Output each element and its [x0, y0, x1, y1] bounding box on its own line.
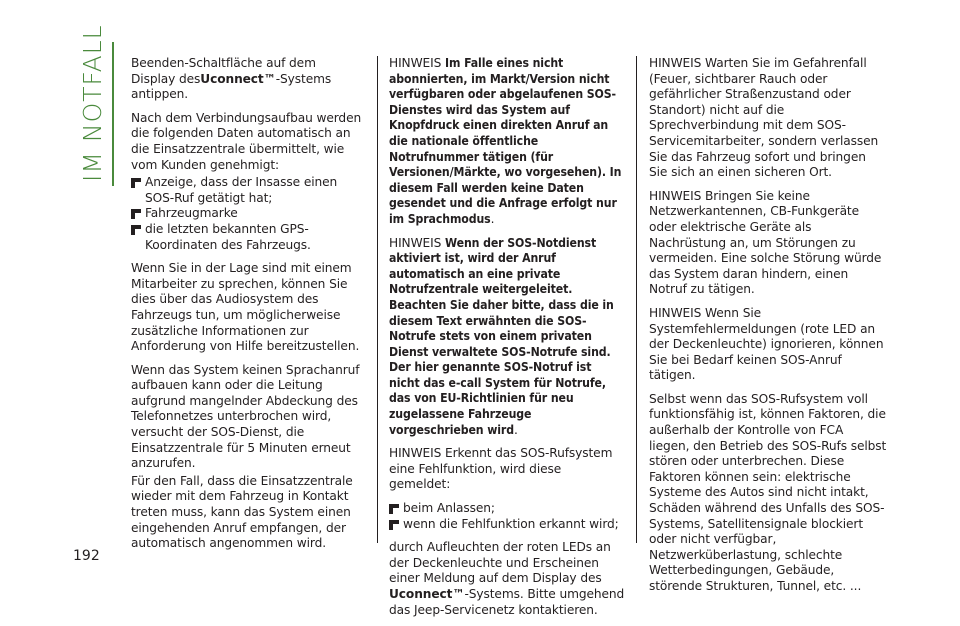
bullet-marker-icon [389, 520, 399, 530]
column-divider-2 [636, 56, 637, 543]
bullet-marker-icon [131, 178, 141, 188]
malfunction-list [389, 501, 625, 532]
note-no-subscription: HINWEIS Im Falle eines nicht abonnierten, im Markt/Version nicht verfügbaren oder abgelaufenen SOS-Dienstes wird das System auf Knopfdruck einen direkten Anruf an die nationale öffentliche Notrufnummer tätigen (für Versionen/Märkte, wo vorgesehen). In diesem Fall werden keine Daten gesendet und die Anfrage erfolgt nur im Sprachmodus. [389, 56, 622, 226]
section-title-text: IM NOTFALL [78, 24, 107, 182]
note-private-service: HINWEIS Wenn der SOS-Notdienst aktiviert ist, wird der Anruf automatisch an eine private Notrufzentrale weitergeleitet. Beachten Sie daher bitte, dass die in diesem Text erwähnten die SOS-Notrufe stets von einem privaten Dienst verwaltete SOS-Notrufe sind. Der hier genannte SOS-Notruf ist nicht das e-call System für Notrufe, das von EU-Richtlinien für neu zugelassene Fahrzeuge vorgeschrieben wird. [389, 235, 614, 437]
list-item: Fahrzeugmarke [131, 206, 363, 222]
paragraph-audio: Wenn Sie in der Lage sind mit einem Mitarbeiter zu sprechen, können Sie dies über das Audiosystem des Fahrzeugs tun, um möglicherweise zusätzliche Informationen zur Anforderung von Hilfe bereitzustellen. [131, 261, 360, 354]
column-divider-1 [377, 56, 378, 543]
note-error-messages: HINWEIS Wenn Sie Systemfehlermeldungen (rote LED an der Deckenleuchte) ignorieren, können Sie bei Bedarf keinen SOS-Anruf tätigen. [649, 305, 884, 383]
note-danger: HINWEIS Warten Sie im Gefahrenfall (Feuer, sichtbarer Rauch oder gefährlicher Straßenzustand oder Standort) nicht auf die Sprechverbindung mit dem SOS-Servicemitarbeiter, sondern verlassen Sie das Fahrzeug sofort und bringen Sie sich an einen sicheren Ort. [649, 56, 879, 180]
column-1 [131, 56, 363, 560]
bullet-marker-icon [131, 225, 141, 235]
list-item: wenn die Fehlfunktion erkannt wird; [389, 517, 625, 533]
list-item: beim Anlassen; [389, 501, 625, 517]
paragraph-led-indicator: durch Aufleuchten der roten LEDs an der Deckenleuchte und Erscheinen einer Meldung auf dem Display des Uconnect™-Systems. Bitte umgehend das Jeep-Servicenetz kontaktieren. [389, 540, 625, 617]
column-3 [649, 56, 887, 603]
paragraph-external-factors: Selbst wenn das SOS-Rufsystem voll funktionsfähig ist, können Faktoren, die außerhalb der Kontrolle von FCA liegen, den Betrieb des SOS-Rufs selbst stören oder unterbrechen. Diese Faktoren können sein: elektrische Systeme des Autos sind nicht intakt, Schäden während des Unfalls des SOS-Systems, Satellitensignale blockiert oder nicht verfügbar, Netzwerküberlastung, schlechte Wetterbedingungen, Gebäude, störende Strukturen, Tunnel, etc. ... [649, 391, 887, 593]
list-item: Anzeige, dass der Insasse einen SOS-Ruf getätigt hat; [131, 175, 363, 206]
section-title-rule [112, 42, 114, 186]
page-number: 192 [73, 548, 100, 564]
data-list [131, 175, 363, 253]
paragraph-data-transfer: Nach dem Verbindungsaufbau werden die folgenden Daten automatisch an die Einsatzzentrale übermittelt, wie vom Kunden genehmigt: [131, 110, 362, 172]
column-2 [389, 56, 625, 626]
bullet-marker-icon [131, 209, 141, 219]
bullet-marker-icon [389, 504, 399, 514]
list-item: die letzten bekannten GPS-Koordinaten des Fahrzeugs. [131, 222, 363, 253]
paragraph-retry: Wenn das System keinen Sprachanruf aufbauen kann oder die Leitung aufgrund mangelnder Abdeckung des Telefonnetzes unterbrochen wird, versucht der SOS-Dienst, die Einsatzzentrale für 5 Minuten erneut anzurufen. [131, 362, 360, 471]
paragraph-end-button: Beenden-Schaltfläche auf dem Display desUconnect™-Systems antippen. [131, 56, 332, 102]
note-malfunction: HINWEIS Erkennt das SOS-Rufsystem eine Fehlfunktion, wird diese gemeldet: [389, 446, 613, 492]
paragraph-incoming-call: Für den Fall, dass die Einsatzzentrale wieder mit dem Fahrzeug in Kontakt treten muss, kann das System einen eingehenden Anruf empfangen, der automatisch angenommen wird. [131, 473, 353, 551]
note-antennas: HINWEIS Bringen Sie keine Netzwerkantennen, CB-Funkgeräte oder elektrische Geräte als Nachrüstung an, um Störungen zu vermeiden. Eine solche Störung würde das System daran hindern, einen Notruf zu tätigen. [649, 188, 882, 297]
